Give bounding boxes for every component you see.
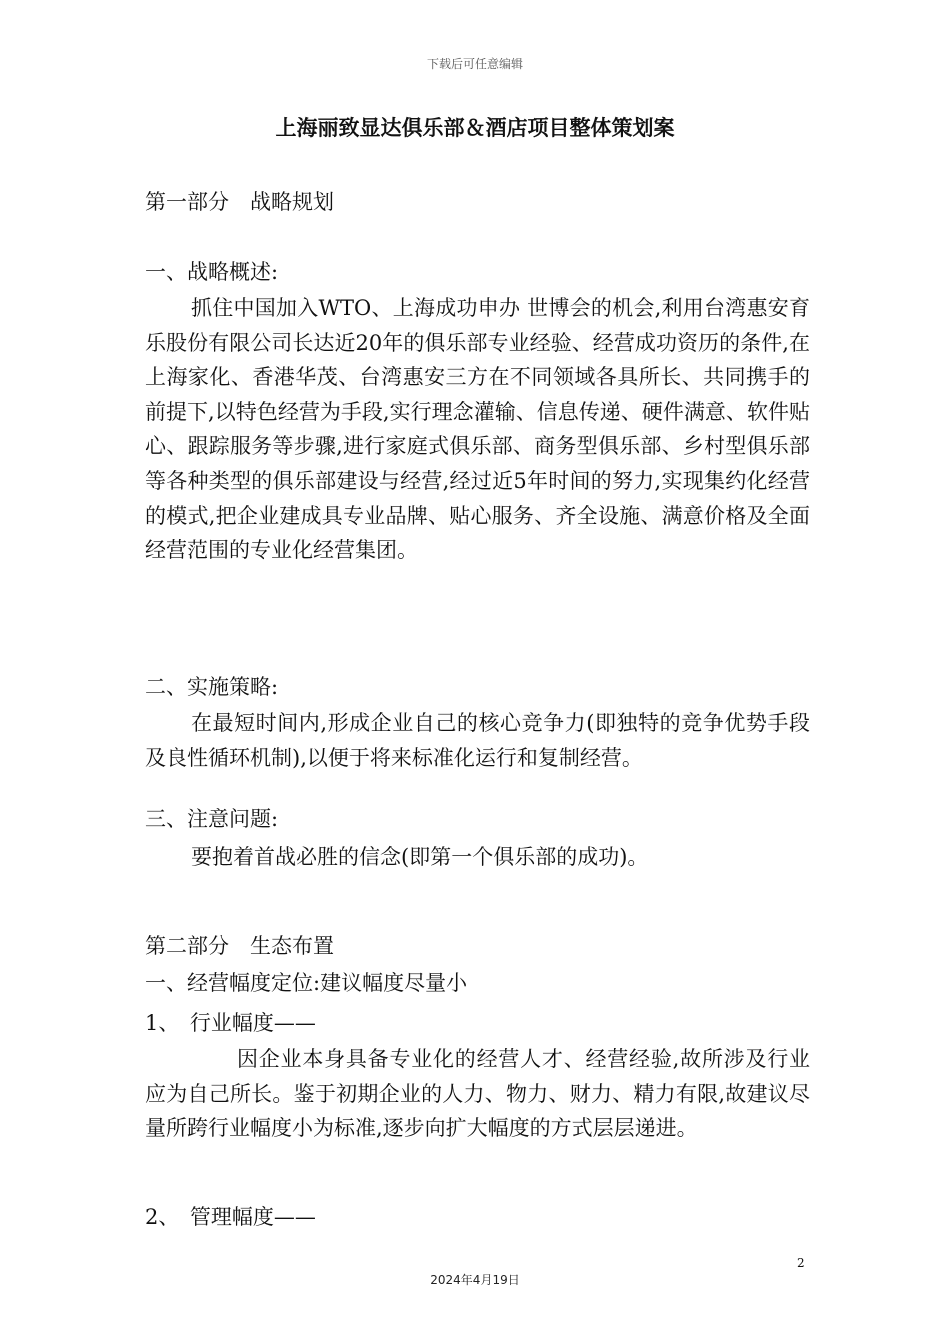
part2-item1-heading: 1、 行业幅度—— <box>145 1011 316 1035</box>
page-number: 2 <box>797 1256 805 1270</box>
part1-section3-heading: 三、注意问题: <box>145 807 279 831</box>
document-title: 上海丽致显达俱乐部＆酒店项目整体策划案 <box>275 115 675 140</box>
footer-date: 2024年4月19日 <box>430 1273 520 1287</box>
part2-section1-heading: 一、经营幅度定位:建议幅度尽量小 <box>145 971 468 995</box>
part1-section2-body: 在最短时间内,形成企业自己的核心竞争力(即独特的竞争优势手段及良性循环机制),以便于将来标准化运行和复制经营。 <box>145 711 810 770</box>
part2-item2-heading: 2、 管理幅度—— <box>145 1205 316 1229</box>
part1-section3-body: 要抱着首战必胜的信念(即第一个俱乐部的成功)。 <box>191 845 649 869</box>
part1-section1-body: 抓住中国加入WTO、上海成功申办 世博会的机会,利用台湾惠安育乐股份有限公司长达近20年的俱乐部专业经验、经营成功资历的条件,在上海家化、香港华茂、台湾惠安三方在不同领域各具所长、共同携手的前提下,以特色经营为手段,实行理念灌输、信息传递、硬件满意、软件贴心、跟踪服务等步骤,进行家庭式俱乐部、商务型俱乐部、乡村型俱乐部等各种类型的俱乐部建设与经营,经过近5年时间的努力,实现集约化经营的模式,把企业建成具专业品牌、贴心服务、齐全设施、满意价格及全面经营范围的专业化经营集团。 <box>145 296 810 563</box>
part2-heading: 第二部分 生态布置 <box>145 934 334 958</box>
part1-section1-heading: 一、战略概述: <box>145 260 279 284</box>
page-header: 下载后可任意编辑 <box>426 57 523 71</box>
part2-item1-body: 因企业本身具备专业化的经营人才、经营经验,故所涉及行业应为自己所长。鉴于初期企业的人力、物力、财力、精力有限,故建议尽量所跨行业幅度小为标准,逐步向扩大幅度的方式层层递进。 <box>145 1047 810 1141</box>
document-body <box>145 0 810 1344</box>
part1-heading: 第一部分 战略规划 <box>145 190 334 214</box>
part1-section2-heading: 二、实施策略: <box>145 675 279 699</box>
